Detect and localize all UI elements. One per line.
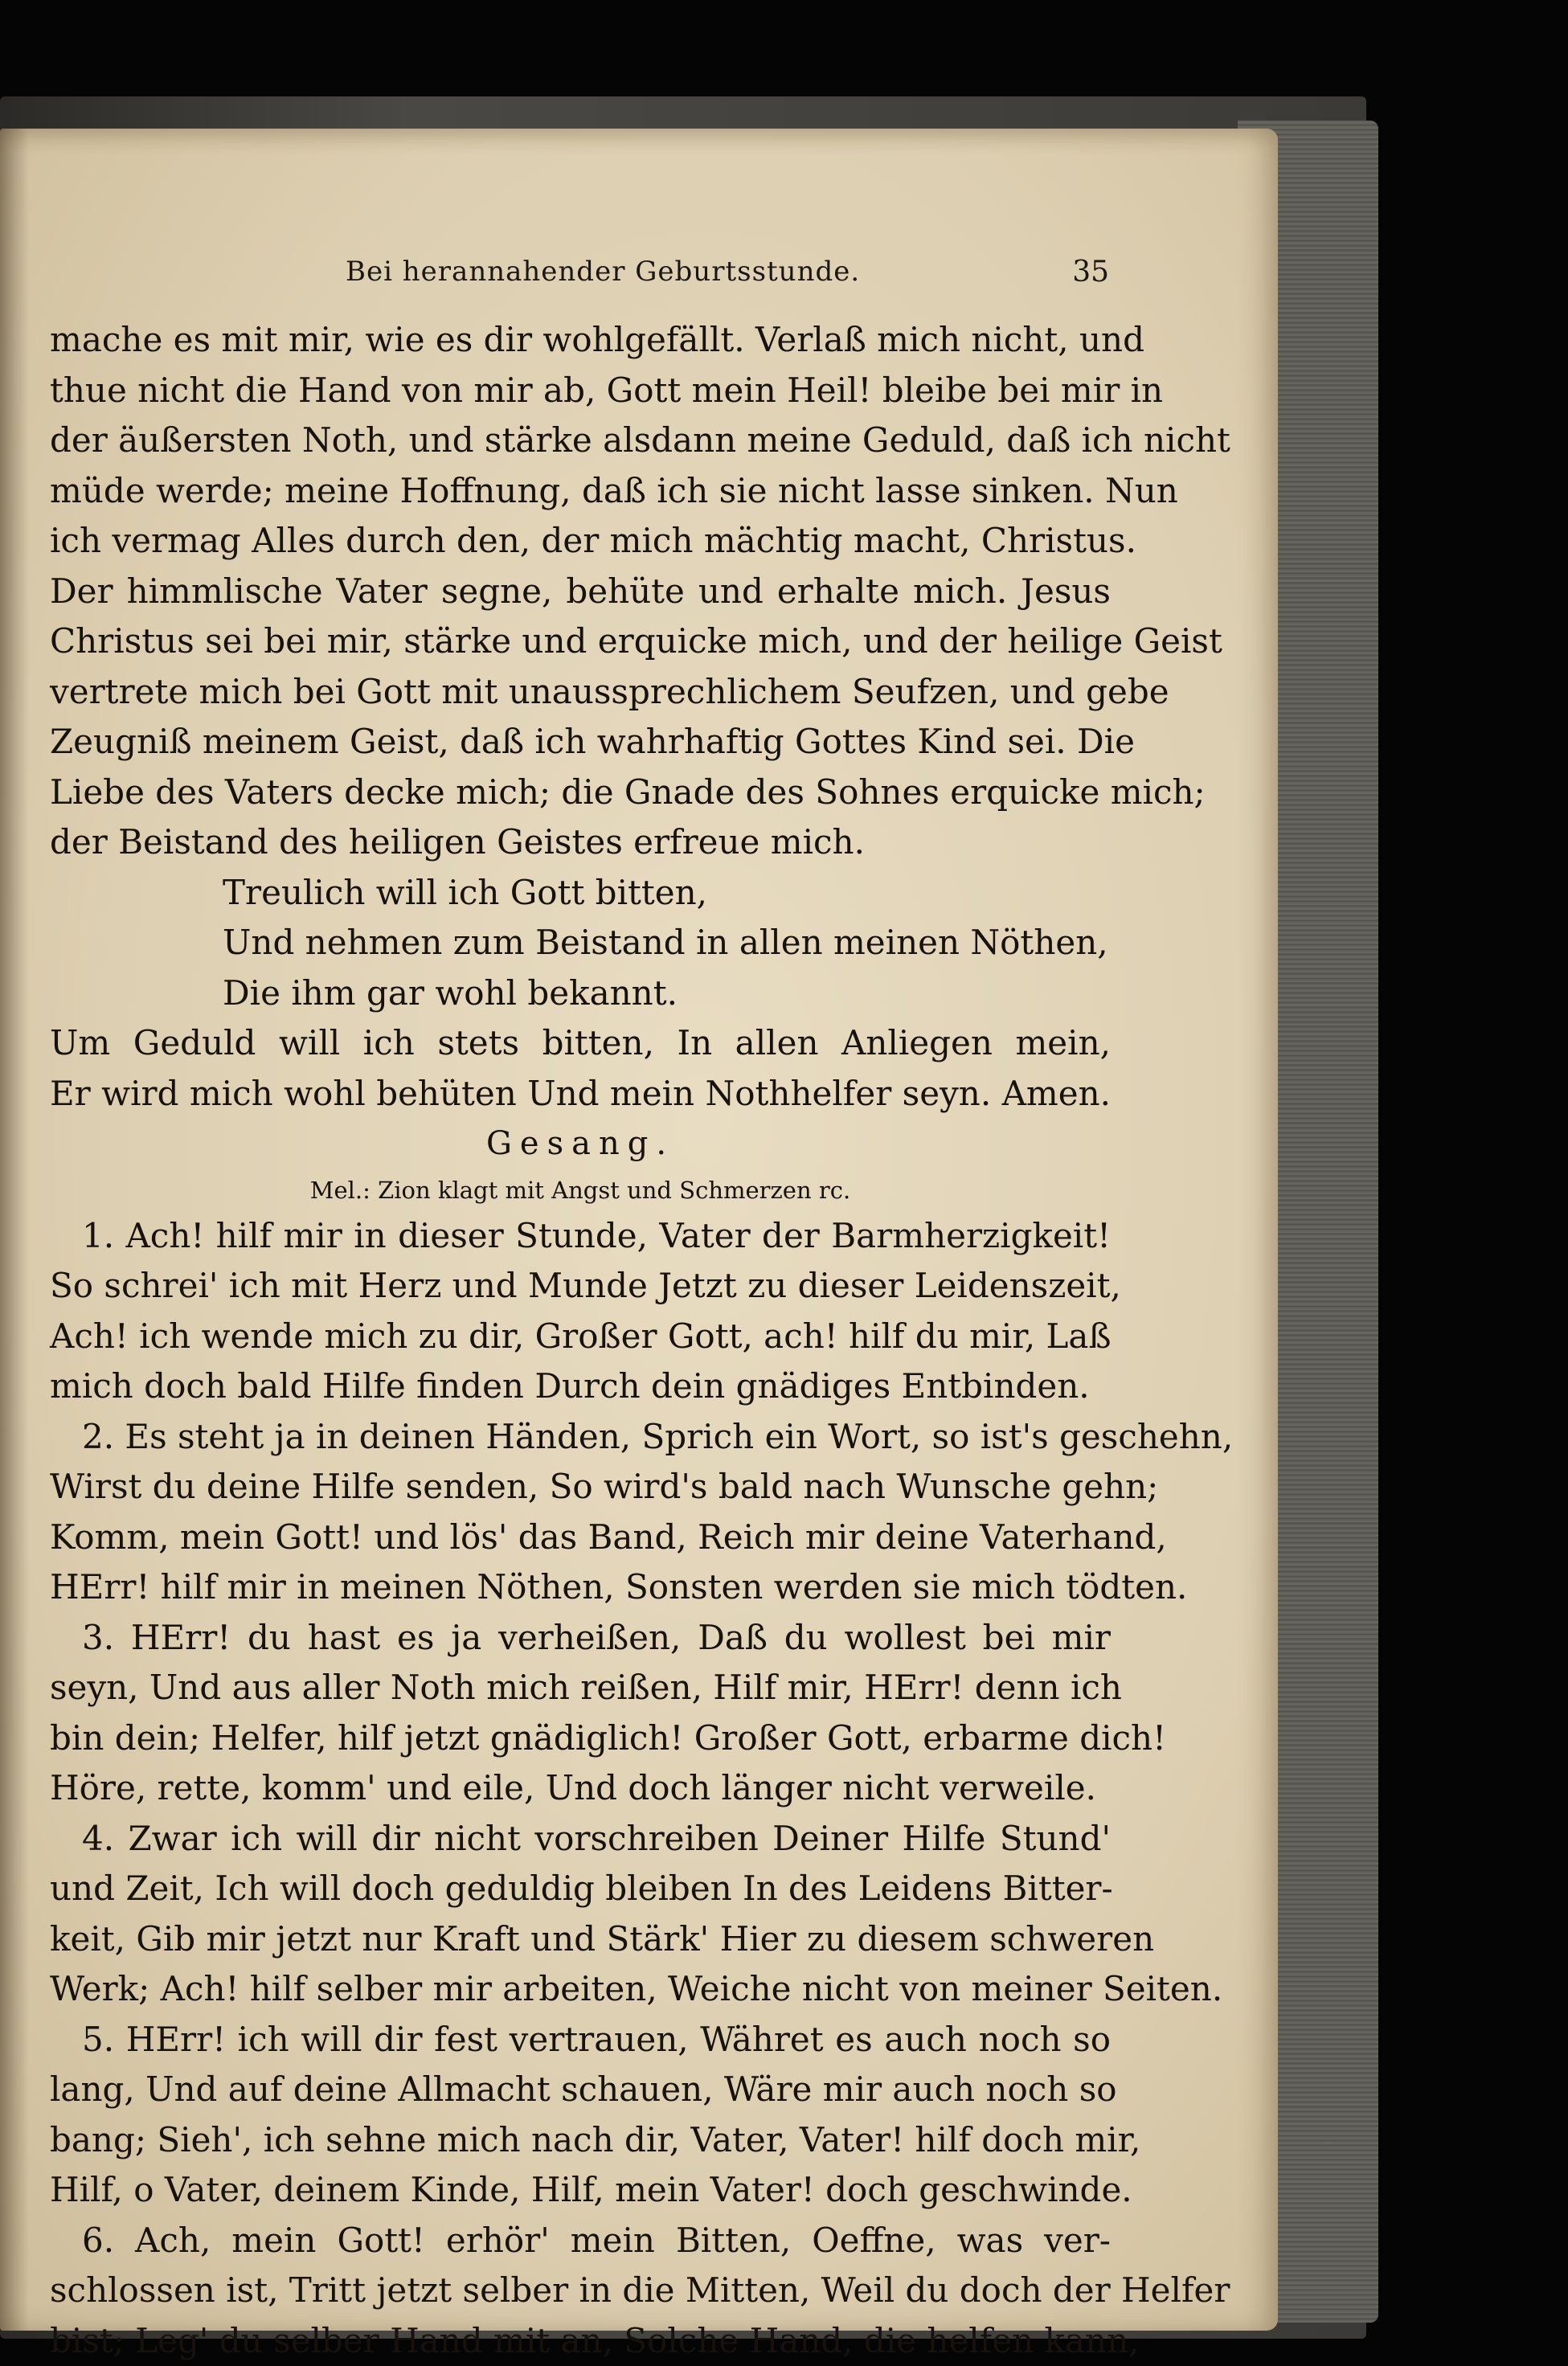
verse-line: Und nehmen zum Beistand in allen meinen Nöthen, bbox=[50, 918, 1111, 968]
hymn-line: 4. Zwar ich will dir nicht vorschreiben Deiner Hilfe Stund' bbox=[50, 1814, 1111, 1865]
hymn-line: Komm, mein Gott! und lös' das Band, Reich mir deine Vaterhand, bbox=[50, 1513, 1111, 1563]
page-body bbox=[50, 315, 1111, 2366]
closing-verse bbox=[50, 868, 1111, 1120]
hymn-line: keit, Gib mir jetzt nur Kraft und Stärk' Hier zu diesem schweren bbox=[50, 1914, 1111, 1965]
hymn-line: Ach! ich wende mich zu dir, Großer Gott, ach! hilf du mir, Laß bbox=[50, 1312, 1111, 1362]
text-line: der Beistand des heiligen Geistes erfreue mich. bbox=[50, 817, 1111, 868]
page-gutter-shadow bbox=[0, 129, 29, 2331]
prayer-text bbox=[50, 315, 1111, 868]
hymn-line: mich doch bald Hilfe finden Durch dein gnädiges Entbinden. bbox=[50, 1361, 1111, 1412]
hymn-line: schlossen ist, Tritt jetzt selber in die Mitten, Weil du doch der Helfer bbox=[50, 2266, 1111, 2316]
hymn-line: 3. HErr! du hast es ja verheißen, Daß du wollest bei mir bbox=[50, 1613, 1111, 1664]
hymn-line: lang, Und auf deine Allmacht schauen, Wäre mir auch noch so bbox=[50, 2065, 1111, 2115]
hymn-line: Wirst du deine Hilfe senden, So wird's bald nach Wunsche gehn; bbox=[50, 1462, 1111, 1513]
page-number: 35 bbox=[1029, 256, 1109, 289]
verse-line: Die ihm gar wohl bekannt. bbox=[50, 968, 1111, 1019]
hymn-line: Hilf, o Vater, deinem Kinde, Hilf, mein Vater! doch geschwinde. bbox=[50, 2165, 1111, 2216]
hymn-line: bist; Leg' du selber Hand mit an, Solche Hand, die helfen kann, bbox=[50, 2316, 1111, 2366]
text-line: Der himmlische Vater segne, behüte und erhalte mich. Jesus bbox=[50, 567, 1111, 617]
hymn-line: 2. Es steht ja in deinen Händen, Sprich ein Wort, so ist's geschehn, bbox=[50, 1412, 1111, 1463]
hymn-line: 1. Ach! hilf mir in dieser Stunde, Vater der Barmherzigkeit! bbox=[50, 1211, 1111, 1262]
hymn-line: HErr! hilf mir in meinen Nöthen, Sonsten werden sie mich tödten. bbox=[50, 1562, 1111, 1613]
text-line: mache es mit mir, wie es dir wohlgefällt. Verlaß mich nicht, und bbox=[50, 315, 1111, 366]
hymn-line: und Zeit, Ich will doch geduldig bleiben In des Leidens Bitter- bbox=[50, 1864, 1111, 1914]
hymn-text bbox=[50, 1211, 1111, 2366]
text-line: vertrete mich bei Gott mit unaussprechlichem Seufzen, und gebe bbox=[50, 667, 1111, 718]
hymn-line: So schrei' ich mit Herz und Munde Jetzt zu dieser Leidenszeit, bbox=[50, 1261, 1111, 1312]
hymn-title: Gesang. bbox=[50, 1119, 1111, 1169]
verse-line: Treulich will ich Gott bitten, bbox=[50, 868, 1111, 919]
hymn-line: bang; Sieh', ich sehne mich nach dir, Vater, Vater! hilf doch mir, bbox=[50, 2115, 1111, 2166]
hymn-line: bin dein; Helfer, hilf jetzt gnädiglich! Großer Gott, erbarme dich! bbox=[50, 1713, 1111, 1764]
text-line: der äußersten Noth, und stärke alsdann meine Geduld, daß ich nicht bbox=[50, 415, 1111, 466]
verse-line: Um Geduld will ich stets bitten, In allen Anliegen mein, bbox=[50, 1018, 1111, 1069]
text-line: Liebe des Vaters decke mich; die Gnade des Sohnes erquicke mich; bbox=[50, 768, 1111, 818]
hymn-line: 5. HErr! ich will dir fest vertrauen, Währet es auch noch so bbox=[50, 2015, 1111, 2065]
text-line: müde werde; meine Hoffnung, daß ich sie nicht lasse sinken. Nun bbox=[50, 466, 1111, 517]
hymn-line: Werk; Ach! hilf selber mir arbeiten, Weiche nicht von meiner Seiten. bbox=[50, 1964, 1111, 2015]
text-line: Christus sei bei mir, stärke und erquicke mich, und der heilige Geist bbox=[50, 616, 1111, 667]
hymn-line: Höre, rette, komm' und eile, Und doch länger nicht verweile. bbox=[50, 1763, 1111, 1814]
text-line: thue nicht die Hand von mir ab, Gott mein Heil! bleibe bei mir in bbox=[50, 366, 1111, 416]
hymn-line: seyn, Und aus aller Noth mich reißen, Hilf mir, HErr! denn ich bbox=[50, 1663, 1111, 1713]
running-header: Bei herannahender Geburtsstunde. bbox=[346, 256, 1109, 288]
text-line: Zeugniß meinem Geist, daß ich wahrhaftig Gottes Kind sei. Die bbox=[50, 717, 1111, 768]
verse-line: Er wird mich wohl behüten Und mein Nothhelfer seyn. Amen. bbox=[50, 1069, 1111, 1120]
hymn-line: 6. Ach, mein Gott! erhör' mein Bitten, Oeffne, was ver- bbox=[50, 2216, 1111, 2266]
text-line: ich vermag Alles durch den, der mich mächtig macht, Christus. bbox=[50, 516, 1111, 567]
hymn-melody: Mel.: Zion klagt mit Angst und Schmerzen rc. bbox=[50, 1169, 1111, 1211]
